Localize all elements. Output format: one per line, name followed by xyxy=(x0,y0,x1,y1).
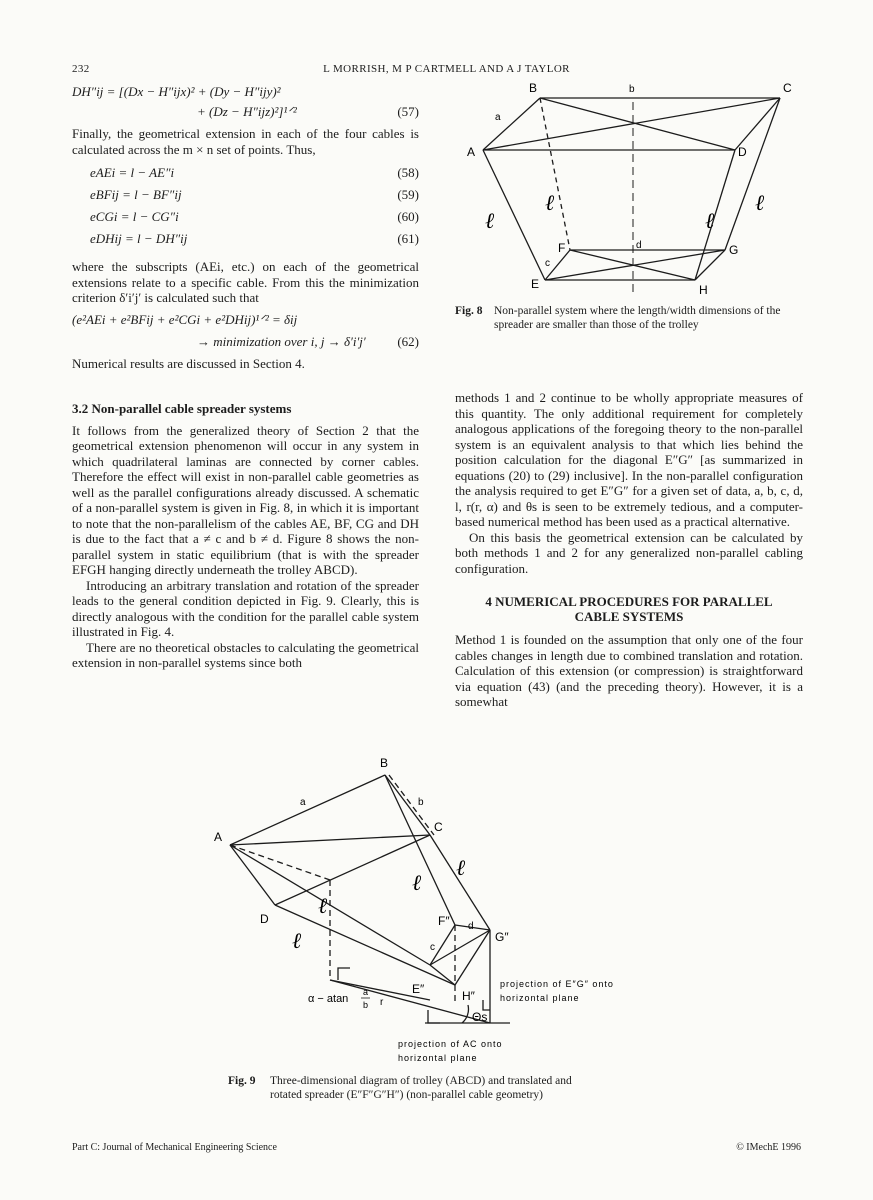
paragraph-it-follows: It follows from the generalized theory of Section 2 that the geometrical extension phenomenon will occur in any system in which quadrilateral laminas are connected by corner cables. Therefore the effect will exist in non-parallel cable geometries as well as the parallel configurations already discussed. A schematic of a non-parallel system is given in Fig. 8, in which it is important to note that the non-parallelism of the cables AE, BF, CG and DH is due to the fact that a ≠ c and b ≠ d. Figure 8 shows the non-parallel system in static equilibrium (that is with the spreader EFGH hanging directly underneath the trolley ABCD). xyxy=(72,422,419,577)
fig9-right-angle-3 xyxy=(483,1000,490,1010)
fig9-label-r: r xyxy=(380,997,384,1008)
fig9-label-l-2: ℓ xyxy=(318,893,328,918)
fig9-label-a-dim: a xyxy=(300,797,306,808)
fig9-note-ac-line1: projection of AC onto xyxy=(398,1039,503,1049)
fig9-label-a-corner: A xyxy=(214,830,223,844)
equation-58: eAEi = l − AE″i (58) xyxy=(90,165,419,180)
equation-57-line1: DH″ij = [(Dx − H″ijx)² + (Dy − H″ijy)² xyxy=(72,84,281,99)
fig8-caption-label: Fig. 8 xyxy=(455,305,483,317)
fig8-label-e-corner: E xyxy=(531,277,540,291)
section-4-heading: 4 NUMERICAL PROCEDURES FOR PARALLEL CABLE SYSTEMS xyxy=(485,594,773,624)
left-column xyxy=(72,84,419,671)
paragraph-finally: Finally, the geometrical extension in each of the four cables is calculated across the m × n set of points. Thus, xyxy=(72,126,419,157)
figure-8-diagram xyxy=(455,80,805,300)
fig8-label-l-3: ℓ xyxy=(705,208,715,233)
figure-9-caption xyxy=(228,1074,748,1102)
fig9-note-eg-line2: horizontal plane xyxy=(500,993,580,1003)
paragraph-methods: methods 1 and 2 continue to be wholly appropriate measures of this quantity. The only additional requirement for completely analogous applications of the foregoing theory to the non-parallel system is an equivalent analysis to that which lies behind the position calculation for the diagonal E″G″ [as summarized in equations (20) to (29) inclusive]. In the non-parallel configuration the analysis required to get E″G″ for a given set of data, a, b, c, d, l, r(r, α) and θs is seen to be extremely tedious, and a computer-based numerical method has been used as a practical alternative. xyxy=(455,390,803,529)
fig8-label-l-4: ℓ xyxy=(755,190,765,215)
fig8-diagonal-bd xyxy=(540,98,735,150)
equation-62-line2: → minimization over i, j → δ′i′j′ (62) xyxy=(197,333,419,349)
fig9-label-e-corner: E″ xyxy=(412,982,425,996)
running-header: L MORRISH, M P CARTMELL AND A J TAYLOR xyxy=(323,63,570,75)
fig9-label-d-dim: d xyxy=(468,921,474,932)
paragraph-there-are: There are no theoretical obstacles to calculating the geometrical extension in non-parallel systems since both xyxy=(72,639,419,670)
paragraph-introducing: Introducing an arbitrary translation and rotation of the spreader leads to the general condition depicted in Fig. 9. Clearly, this is directly analogous with the condition for the parallel cable system illustrated in Fig. 4. xyxy=(72,577,419,639)
paragraph-on-this-basis: On this basis the geometrical extension can be calculated by both methods 1 and 2 for any generalized non-parallel cabling configuration. xyxy=(455,529,803,576)
fig9-diagonal-ac xyxy=(230,835,430,845)
fig8-label-h-corner: H xyxy=(699,283,708,297)
footer-journal: Part C: Journal of Mechanical Engineering Science xyxy=(72,1142,277,1153)
fig8-label-a-corner: A xyxy=(467,145,476,159)
fig9-label-b-dim: b xyxy=(418,797,424,808)
fig8-edge-ab xyxy=(483,98,540,150)
equation-60: eCGi = l − CG″i (60) xyxy=(90,209,419,224)
fig8-diagonal-ac xyxy=(483,98,780,150)
paragraph-where: where the subscripts (AEi, etc.) on each of the geometrical extensions relate to a specific cable. From this the minimization criterion δ′i′j′ is calculated such that xyxy=(72,259,419,305)
fig9-label-c-corner: C xyxy=(434,820,443,834)
fig9-label-h-corner: H″ xyxy=(462,989,475,1003)
fig8-cable-bf xyxy=(540,98,570,250)
fig8-label-c-corner: C xyxy=(783,81,792,95)
fig9-edge-cd xyxy=(275,835,430,905)
fig9-theta-arc xyxy=(462,1005,468,1023)
fig8-edge-cd xyxy=(735,98,780,150)
fig9-label-alpha-num: a xyxy=(363,987,369,997)
footer-copyright: © IMechE 1996 xyxy=(736,1142,801,1153)
fig9-label-g-corner: G″ xyxy=(495,930,509,944)
page-number: 232 xyxy=(72,63,90,75)
fig9-label-alpha: α − atan xyxy=(308,993,349,1005)
right-column xyxy=(455,390,803,710)
fig9-cable-dh xyxy=(275,905,455,985)
fig9-label-alpha-den: b xyxy=(363,1000,369,1010)
fig8-label-f-corner: F xyxy=(558,241,566,255)
fig9-label-b-corner: B xyxy=(380,756,389,770)
section-3-2-heading: 3.2 Non-parallel cable spreader systems xyxy=(72,401,292,416)
fig9-right-angle-1 xyxy=(338,968,350,980)
fig9-label-l-4: ℓ xyxy=(456,855,466,880)
equation-57-line2: + (Dz − H″ijz)²]¹ᐟ² (57) xyxy=(197,104,419,119)
equation-59: eBFij = l − BF″ij (59) xyxy=(90,187,419,202)
figure-8-caption xyxy=(455,304,803,332)
fig9-label-f-corner: F″ xyxy=(438,914,450,928)
fig9-caption-line2: rotated spreader (E″F″G″H″) (non-parallel cable geometry) xyxy=(270,1089,544,1101)
fig9-caption-label: Fig. 9 xyxy=(228,1075,256,1087)
fig9-label-theta: Θs xyxy=(472,1010,488,1024)
fig9-edge-da xyxy=(230,845,275,905)
fig8-label-a-dim: a xyxy=(495,112,501,123)
fig8-label-c-dim: c xyxy=(545,258,550,269)
fig8-label-l-1: ℓ xyxy=(485,208,495,233)
paragraph-numerical-results: Numerical results are discussed in Section 4. xyxy=(72,355,305,371)
fig8-label-b-dim: b xyxy=(629,84,635,95)
fig9-label-l-1: ℓ xyxy=(292,928,302,953)
fig8-label-d-dim: d xyxy=(636,240,642,251)
fig9-label-c-dim: c xyxy=(430,942,435,953)
fig9-diagonal-eg xyxy=(430,930,490,965)
fig9-dashed-b xyxy=(389,775,434,835)
figure-9-diagram xyxy=(200,755,690,1070)
fig9-note-eg-line1: projection of E″G″ onto xyxy=(500,979,614,989)
fig9-edge-gh xyxy=(455,930,490,985)
paragraph-method-1: Method 1 is founded on the assumption that only one of the four cables changes in length due to combined translation and rotation. Calculation of this extension (or compression) is straightforward via equation (43) (and the preceding theory). However, it is a somewhat xyxy=(455,632,803,709)
fig8-label-l-2: ℓ xyxy=(545,190,555,215)
fig8-cable-cg xyxy=(725,98,780,250)
fig9-caption-line1: Three-dimensional diagram of trolley (ABCD) and translated and xyxy=(270,1075,572,1087)
fig8-label-g-corner: G xyxy=(729,243,739,257)
fig9-note-ac-line2: horizontal plane xyxy=(398,1053,478,1063)
fig9-label-l-3: ℓ xyxy=(412,870,422,895)
equation-62-line1: (e²AEi + e²BFij + e²CGi + e²DHij)¹ᐟ² = δij xyxy=(72,311,298,327)
fig8-label-d-corner: D xyxy=(738,145,747,159)
fig9-right-angle-2 xyxy=(428,1010,440,1023)
fig9-label-d-corner: D xyxy=(260,912,269,926)
fig9-edge-ab xyxy=(230,775,385,845)
fig8-label-b-corner: B xyxy=(529,81,538,95)
equation-61: eDHij = l − DH″ij (61) xyxy=(90,231,419,246)
fig8-caption-text: Non-parallel system where the length/width dimensions of the spreader are smaller than those of the trolley xyxy=(494,305,781,331)
